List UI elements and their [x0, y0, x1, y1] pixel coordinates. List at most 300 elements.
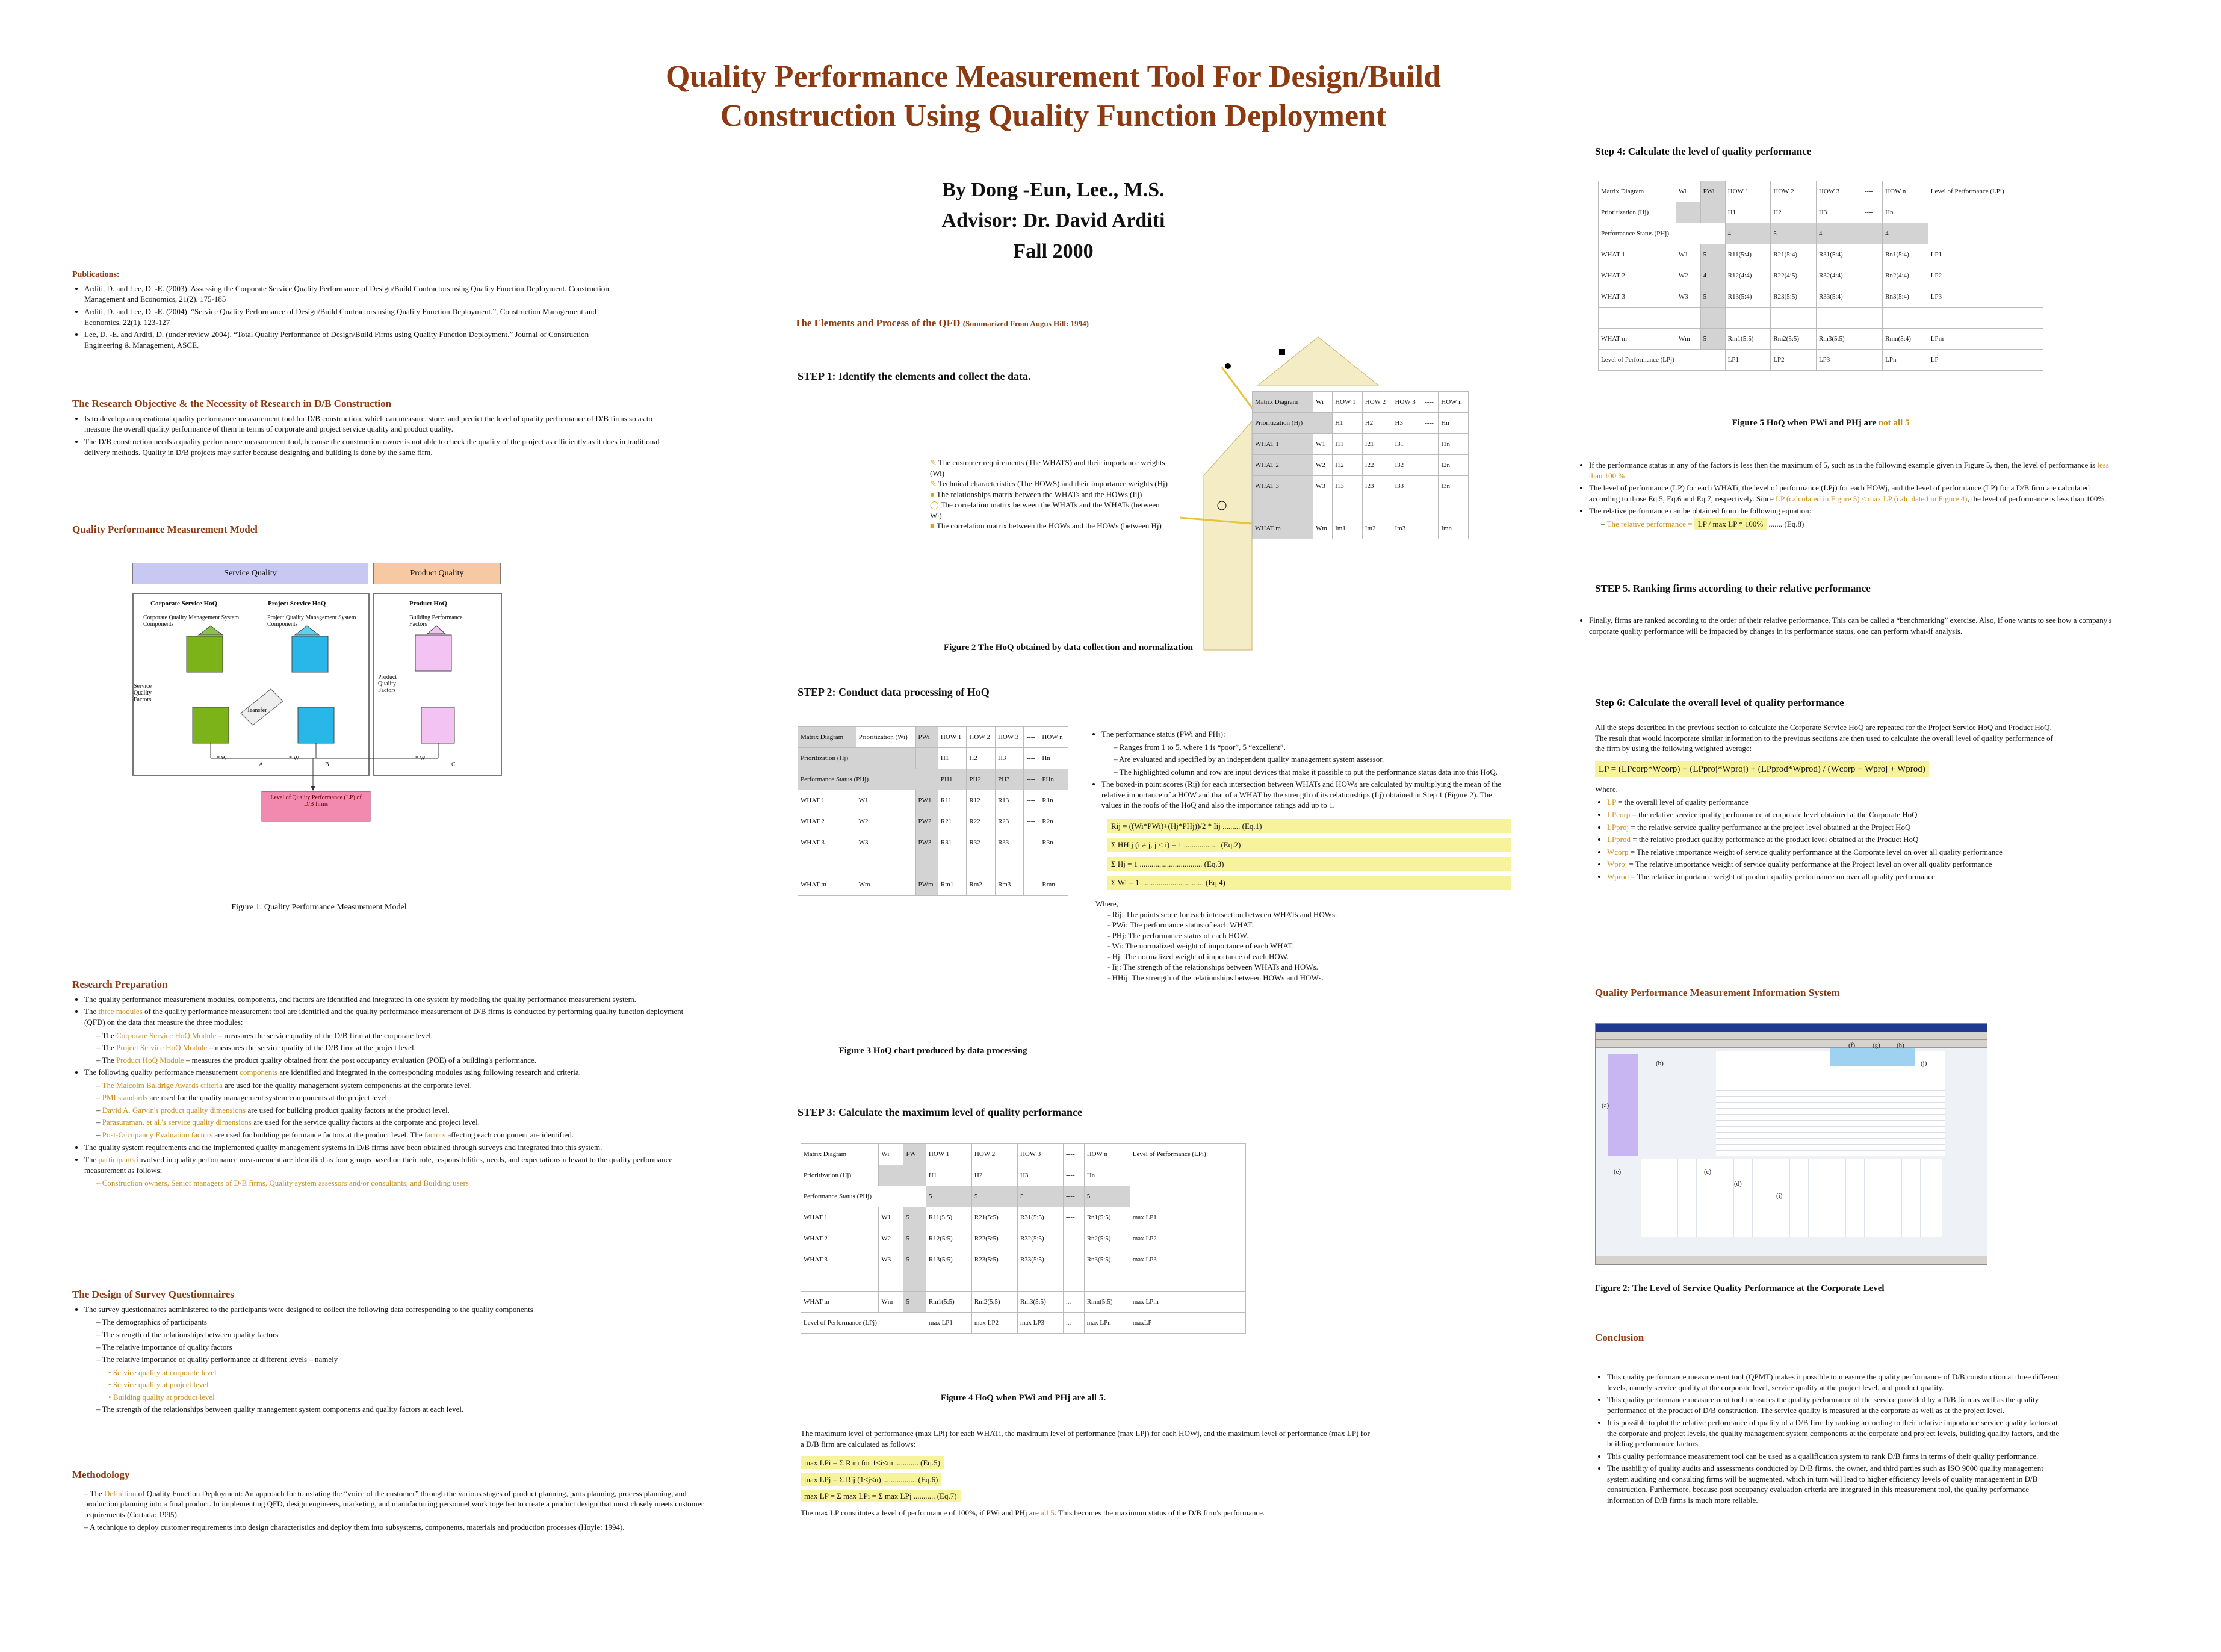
qfd-legend: [930, 457, 1171, 531]
eq7-text: max LP = Σ max LPi = Σ max LPj ........... (Eq.7): [801, 1490, 961, 1502]
eq6: [801, 1474, 1372, 1485]
figure2-caption: Figure 2 The HoQ obtained by data collection and normalization: [943, 643, 1194, 652]
survey-level-text: Service quality at corporate level: [113, 1367, 217, 1377]
cell: Hn: [1039, 748, 1068, 769]
publication-item: • Lee, D. -E. and Arditi, D. (under review 2004). “Total Quality Performance of Design/Build Firms using Quality Function Deployment.” Journal of Construction Engineering & Management, ASCE.: [84, 329, 614, 350]
step6-heading: Step 6: Calculate the overall level of quality performance: [1595, 697, 1844, 708]
prep-text: The: [84, 1007, 97, 1016]
cell: [1130, 1270, 1245, 1292]
prep-highlight: components: [240, 1068, 277, 1077]
survey-intro: [84, 1304, 704, 1415]
criteria-item: – PMI standards are used for the quality management system components at the project level.: [96, 1093, 389, 1103]
product-factors-label: Product Quality Factors: [378, 674, 397, 694]
publication-item: • Arditi, D. and Lee, D. -E. (2003). Assessing the Corporate Service Quality Performance of Design/Build Contractors using Quality Function Deployment. Construction Management and Economics, 21(2). 175-185: [84, 283, 614, 305]
cell: [1362, 497, 1392, 518]
cell: ----: [1063, 1144, 1084, 1165]
research-objective: [72, 397, 674, 459]
research-objective-heading: The Research Objective & the Necessity of Research in D/B Construction: [72, 398, 392, 409]
prep-text: The following quality performance measurement: [84, 1068, 238, 1077]
module-item: – The Product HoQ Module – measures the product quality obtained from the post occupancy evaluation (POE) of a building's performance.: [96, 1055, 537, 1065]
callout-a: (a): [1602, 1102, 1609, 1109]
callout-h: (h): [1897, 1042, 1904, 1049]
step6-definitions: [1595, 797, 2065, 882]
prep-text: involved in quality performance measurement are identified as four groups based on their role, responsibilities, needs, and expectations relevant to the quality performance measurement as follows;: [84, 1155, 673, 1175]
whats-icon: ✎: [930, 458, 937, 467]
module-name: Project Service HoQ Module: [116, 1043, 208, 1053]
survey-item: – The demographics of participants: [96, 1317, 207, 1327]
correlation-square-icon: ■: [930, 521, 935, 531]
cell: I13: [1333, 476, 1363, 497]
survey-item: – The strength of the relationships between quality factors: [96, 1330, 279, 1340]
cell: Rn3(5:5): [1084, 1249, 1130, 1270]
note-sub-text: Ranges from 1 to 5, where 1 is “poor”, 5 “excellent”.: [1119, 742, 1286, 752]
cell: 5: [971, 1186, 1017, 1207]
cell: Im2: [1362, 518, 1392, 539]
cell: Performance Status (PHj): [798, 769, 938, 790]
cell: ----: [1024, 748, 1039, 769]
product-hoq-label: Product HoQ: [409, 600, 448, 607]
step4-item: [1589, 506, 2119, 529]
cell: [1422, 434, 1439, 455]
maxlp-block: [801, 1428, 1372, 1518]
building-factors-label: Building Performance Factors: [409, 614, 463, 628]
callout-f: (f): [1848, 1042, 1855, 1049]
fig4-table: [801, 1143, 1246, 1334]
criteria-item: – The Malcolm Baldrige Awards criteria are used for the quality management system components at the corporate level.: [96, 1080, 472, 1090]
cell: R11(5:4): [1725, 244, 1771, 265]
cell: H3: [995, 748, 1024, 769]
prep-text: The: [84, 1155, 97, 1165]
step4-highlight: LP (calculated in Figure 5) ≤ max LP (calculated in Figure 4): [1776, 493, 1968, 503]
step5-text: • Finally, firms are ranked according to the order of their relative performance. This can be called a “benchmarking” exercise. Also, if one wants to see how a company's corporate quality performance will be impacted by changes in its performance status, one can perform what-if analysis.: [1589, 615, 2119, 636]
cell: 5: [1771, 223, 1817, 244]
legend-text: Technical characteristics (The HOWS) and their importance weights (Hj): [938, 479, 1168, 489]
def-symbol: Wproj: [1607, 859, 1628, 869]
cell: [1883, 308, 1928, 329]
cell: HOW 1: [1333, 392, 1363, 413]
criteria-desc: affecting each component are identified.: [447, 1130, 574, 1139]
cell: H3: [1017, 1165, 1063, 1186]
step4-text: If the performance status in any of the factors is less then the maximum of 5, such as in the following example given in Figure 5, then, the level of performance is: [1589, 460, 2096, 469]
advisor-name: Advisor: Dr. David Arditi: [941, 209, 1165, 232]
cell: Level of Performance (LPj): [1599, 350, 1726, 371]
step4-text: , the level of performance is less than 100%.: [1967, 493, 2107, 503]
eq6-text: max LPj = Σ Rij (1≤j≤n) ................. (Eq.6): [801, 1473, 941, 1486]
maxlp-equations: [801, 1458, 1372, 1502]
weight-label-c: * W: [415, 755, 426, 762]
cell: Rm2(5:5): [971, 1292, 1017, 1313]
prep-item: • The quality performance measurement modules, components, and factors are identified and integrated in one system by modeling the quality performance measurement system.: [84, 994, 704, 1005]
cell: [856, 748, 915, 769]
table-row: [801, 1249, 1246, 1270]
table-row: [801, 1292, 1246, 1313]
figure5-caption-highlight: not all 5: [1878, 418, 1910, 428]
sheet-lower-grid: [1641, 1159, 1942, 1237]
cell: WHAT 3: [801, 1249, 879, 1270]
survey-level-text: Service quality at project level: [113, 1380, 209, 1390]
survey-level: • Service quality at corporate level: [108, 1367, 217, 1377]
cell: [1063, 1270, 1084, 1292]
cell: max LP3: [1130, 1249, 1245, 1270]
definition: [1607, 871, 2065, 882]
cell: [1928, 202, 2043, 223]
step5-heading: STEP 5. Ranking firms according to their relative performance: [1595, 583, 1871, 594]
cell: ----: [1862, 350, 1883, 371]
table-row: [801, 1228, 1246, 1249]
legend-item: [930, 489, 1171, 500]
module-name: Product HoQ Module: [116, 1055, 184, 1065]
eq8: – The relative performance = LP / max LP * 100% ....... (Eq.8): [1601, 519, 2119, 530]
callout-b: (b): [1656, 1060, 1664, 1067]
cell: PW1: [915, 790, 938, 811]
cell: [1130, 1165, 1245, 1186]
cell: Rn1(5:5): [1084, 1207, 1130, 1228]
cell: [1024, 853, 1039, 874]
sheet-highlight: [1830, 1048, 1915, 1066]
correlation-circle-icon: ◯: [930, 500, 939, 510]
where-label: Where,: [1095, 899, 1118, 909]
cell: LP2: [1928, 265, 2043, 286]
definition: - Wi: The normalized weight of importance of each WHAT.: [1107, 941, 1294, 951]
callout-d: (d): [1734, 1180, 1742, 1187]
node-b: B: [325, 761, 329, 768]
cell: R32: [967, 832, 996, 853]
product-hoq-upper: [415, 635, 451, 671]
table-row: [798, 874, 1068, 896]
survey-level: • Building quality at product level: [108, 1392, 215, 1402]
cell: LP3: [1816, 350, 1862, 371]
cell: W2: [1313, 455, 1333, 476]
cell: H2: [967, 748, 996, 769]
cell: Rn2(5:5): [1084, 1228, 1130, 1249]
cell: WHAT 3: [1253, 476, 1313, 497]
cell: 5: [1700, 286, 1725, 308]
figure5-caption: [1598, 418, 2043, 428]
survey-item: – The relative importance of quality factors: [96, 1342, 232, 1352]
criteria-name: Parasuraman, et al.'s service quality dimensions: [102, 1118, 252, 1127]
cell: Rmn(5:4): [1883, 329, 1928, 350]
participants-text: Construction owners, Senior managers of D/B firms, Quality system assessors and/or consultants, and Building users: [102, 1178, 469, 1188]
criteria-name: The Malcolm Baldrige Awards criteria: [102, 1080, 223, 1090]
cell: 5: [903, 1292, 926, 1313]
def-symbol: Wprod: [1607, 871, 1629, 881]
figure3-caption: Figure 3 HoQ chart produced by data processing: [838, 1046, 1027, 1056]
cell: HOW 1: [926, 1144, 971, 1165]
quality-model-figure: [132, 563, 506, 834]
step3-heading: STEP 3: Calculate the maximum level of quality performance: [798, 1106, 1082, 1118]
note-sub: – The highlighted column and row are input devices that make it possible to put the performance status data into this HoQ.: [1114, 767, 1498, 776]
cell: [1700, 308, 1725, 329]
conclusion-item: • It is possible to plot the relative performance of quality of a D/B firm by ranking according to their relative importance service quality factors at the corporate and project levels, the quality management system components at the corporate and project levels, building quality factors, and the building performance factors.: [1607, 1417, 2065, 1449]
cell: [1862, 308, 1883, 329]
cell: W1: [856, 790, 915, 811]
cell: Hn: [1439, 413, 1469, 434]
cell: ----: [1862, 181, 1883, 202]
cell: Rm1: [938, 874, 967, 896]
eq3: Σ Hj = 1 ................................ (Eq.3): [1107, 857, 1511, 871]
cell: PWi: [1700, 181, 1725, 202]
cell: R12: [967, 790, 996, 811]
node-a: A: [259, 761, 264, 768]
cell: 5: [903, 1207, 926, 1228]
cell: ----: [1422, 413, 1439, 434]
cell: I22: [1362, 455, 1392, 476]
cell: Prioritization (Hj): [801, 1165, 879, 1186]
cell: HOW 2: [967, 727, 996, 748]
module-desc: – measures the product quality obtained from the post occupancy evaluation (POE) of a building's performance.: [185, 1055, 537, 1065]
fig5-table: [1598, 181, 2043, 371]
cell: max LP1: [926, 1313, 971, 1334]
step6-where: Where,: [1595, 784, 1618, 794]
cell: I31: [1392, 434, 1422, 455]
cell: [967, 853, 996, 874]
title-line-1: Quality Performance Measurement Tool For Design/Build: [666, 60, 1441, 94]
table-row: [1253, 518, 1469, 539]
cell: LP: [1928, 350, 2043, 371]
status-bar: [1596, 1256, 1987, 1264]
legend-text: The customer requirements (The WHATS) and their importance weights (Wi): [930, 458, 1165, 478]
table-row: [798, 832, 1068, 853]
spreadsheet-screenshot: [1595, 1023, 1987, 1265]
node-c: C: [451, 761, 456, 768]
cell: 5: [1700, 244, 1725, 265]
cell: LP1: [1928, 244, 2043, 265]
cell: H1: [1725, 202, 1771, 223]
note-text: The performance status (PWi and PHj):: [1101, 729, 1225, 738]
cell: max LPm: [1130, 1292, 1245, 1313]
cell: I3n: [1439, 476, 1469, 497]
cell: R33(5:4): [1816, 286, 1862, 308]
methodology-item: – The Definition of Quality Function Deployment: An approach for translating the “voice of the customer” through the various stages of product planning, parts planning, process planning, and production planning into a final product. In implementing QFD, design engineers, marketing, and manufacturing personnel work together to create a product design that most closely meets customer requirements (Cortada: 1995).: [84, 1488, 704, 1520]
fig3-table: [798, 726, 1068, 896]
definition: - HHij: The strength of the relationships between HOWs and HOWs.: [1107, 973, 1324, 982]
cell: WHAT 2: [801, 1228, 879, 1249]
cell: max LPn: [1084, 1313, 1130, 1334]
cell: ----: [1063, 1249, 1084, 1270]
cell: [926, 1270, 971, 1292]
callout-c: (c): [1704, 1168, 1712, 1175]
cell: WHAT m: [801, 1292, 879, 1313]
maxlp-text: The maximum level of performance (max LPi) for each WHATi, the maximum level of performance (max LPj) for each HOWj, and the maximum level of performance (max LP) for a D/B firm are calculated as follows:: [801, 1429, 1370, 1449]
methodology-text: The: [90, 1488, 102, 1498]
cell: H2: [1362, 413, 1392, 434]
definition: [1607, 809, 2065, 820]
cell: WHAT 1: [798, 790, 856, 811]
cell: ----: [1024, 874, 1039, 896]
cell: [1422, 497, 1439, 518]
definition: [1607, 847, 2065, 858]
cell: R22(4:5): [1771, 265, 1817, 286]
cell: [1700, 202, 1725, 223]
cell: [1599, 308, 1676, 329]
conclusion-item: • The usability of quality audits and assessments conducted by D/B firms, the owner, and third parties such as ISO 9000 quality management system auditing and consulting firms will be augmented, which in turn will lead to higher efficiency levels of quality management in D/B construction. Furthermore, because post occupancy evaluation criteria are integrated in this measurement tool, the quality performance information of D/B firms is much more reliable.: [1607, 1463, 2065, 1505]
cell: [856, 853, 915, 874]
cell: 5: [1084, 1186, 1130, 1207]
note-sub: – Are evaluated and specified by an independent quality management system assessor.: [1114, 755, 1384, 764]
table-row: [1253, 497, 1469, 518]
survey-design: [72, 1288, 704, 1417]
cell: Rn1(5:4): [1883, 244, 1928, 265]
cell: [1771, 308, 1817, 329]
project-hoq-label: Project Service HoQ: [268, 600, 326, 607]
cell: R32(4:4): [1816, 265, 1862, 286]
cell: [1676, 202, 1700, 223]
project-components-label: Project Quality Management System Components: [267, 614, 356, 628]
cell: Matrix Diagram: [798, 727, 856, 748]
legend-text: The relationships matrix between the WHATs and the HOWs (Iij): [936, 489, 1142, 499]
step4-item: [1589, 460, 2119, 481]
cell: H3: [1816, 202, 1862, 223]
sheet-row-headers: [1608, 1054, 1638, 1156]
cell: PHn: [1039, 769, 1068, 790]
cell: Hn: [1883, 202, 1928, 223]
cell: ----: [1063, 1207, 1084, 1228]
cell: Matrix Diagram: [1253, 392, 1313, 413]
cell: H1: [926, 1165, 971, 1186]
cell: HOW 3: [1017, 1144, 1063, 1165]
where-block: [1095, 899, 1511, 983]
cell: [1422, 476, 1439, 497]
note-sub-text: Are evaluated and specified by an independent quality management system assessor.: [1119, 755, 1384, 764]
legend-item: [930, 457, 1171, 478]
cell: Wm: [1313, 518, 1333, 539]
cell: Wm: [856, 874, 915, 896]
step6-equation: LP = (LPcorp*Wcorp) + (LPproj*Wproj) + (LPprod*Wprod) / (Wcorp + Wproj + Wprod): [1595, 761, 1929, 777]
prep-highlight: participants: [98, 1155, 135, 1165]
legend-text: The correlation matrix between the WHATs and the WHATs (between Wi): [930, 500, 1160, 520]
cell: Rm3: [995, 874, 1024, 896]
cell: WHAT 1: [1253, 434, 1313, 455]
definition: - Hj: The normalized weight of importance of each HOW.: [1107, 951, 1289, 961]
module-desc: – measures the service quality of the D/B firm at the project level.: [209, 1043, 416, 1053]
legend-text: The correlation matrix between the HOWs and the HOWs (between Hj): [936, 521, 1162, 531]
product-quality-box: Product Quality: [373, 563, 501, 584]
cell: I23: [1362, 476, 1392, 497]
cell: W2: [1676, 265, 1700, 286]
cell: [1017, 1270, 1063, 1292]
cell: max LP2: [1130, 1228, 1245, 1249]
cell: R31: [938, 832, 967, 853]
cell: ----: [1862, 244, 1883, 265]
cell: maxLP: [1130, 1313, 1245, 1334]
def-text: = The relative importance weight of service quality performance at the Corporate level on over all quality performance: [1630, 847, 2003, 856]
publication-item: • Arditi, D. and Lee, D. -E. (2004). “Service Quality Performance of Design/Build Contractors using Quality Function Deployment.”, Construction Management and Economics, 22(1). 123-127: [84, 306, 614, 327]
correlation-square: [1279, 349, 1285, 355]
cell: I32: [1392, 455, 1422, 476]
criteria-name: PMI standards: [102, 1093, 148, 1103]
cell: [971, 1270, 1017, 1292]
cell: Hn: [1084, 1165, 1130, 1186]
cell: R13: [995, 790, 1024, 811]
research-preparation: [72, 978, 704, 1190]
legend-item: [930, 500, 1171, 521]
product-hoq-roof: [427, 626, 445, 634]
cell: 4: [1700, 265, 1725, 286]
survey-item-text: The relative importance of quality factors: [102, 1342, 232, 1352]
cell: WHAT 2: [798, 811, 856, 832]
methodology: [72, 1468, 704, 1534]
prep-item: [84, 1006, 704, 1065]
definition: - PWi: The performance status of each WHAT.: [1107, 920, 1254, 930]
cell: [915, 853, 938, 874]
cell: 4: [1883, 223, 1928, 244]
methodology-highlight: Definition: [104, 1488, 137, 1498]
cell: LPn: [1883, 350, 1928, 371]
cell: HOW n: [1084, 1144, 1130, 1165]
cell: HOW 1: [938, 727, 967, 748]
output-label: Level of Quality Performance (LP) of D/B firms: [270, 794, 362, 808]
cell: Rmn(5:5): [1084, 1292, 1130, 1313]
cell: R22(5:5): [971, 1228, 1017, 1249]
cell: HOW 1: [1725, 181, 1771, 202]
cell: Level of Performance (LPi): [1928, 181, 2043, 202]
criteria-item: – Parasuraman, et al.'s service quality dimensions are used for the service quality factors at the corporate and project level.: [96, 1118, 480, 1127]
cell: R13(5:5): [926, 1249, 971, 1270]
cell: Prioritization (Hj): [798, 748, 856, 769]
cell: Rm1(5:5): [1725, 329, 1771, 350]
cell: [1084, 1270, 1130, 1292]
cell: [1253, 497, 1313, 518]
cell: Performance Status (PHj): [1599, 223, 1726, 244]
table-row: [798, 790, 1068, 811]
cell: Performance Status (PHj): [801, 1186, 926, 1207]
def-text: = The relative importance weight of product quality performance on over all quality performance: [1631, 871, 1935, 881]
callout-g: (g): [1873, 1042, 1880, 1049]
cell: I11: [1333, 434, 1363, 455]
cell: R23(5:5): [971, 1249, 1017, 1270]
cell: ----: [1862, 202, 1883, 223]
figure1-caption: Figure 1: Quality Performance Measurement Model: [231, 903, 407, 912]
sheet-grid: [1716, 1051, 1945, 1156]
table-row: [1253, 476, 1469, 497]
cell: 5: [903, 1228, 926, 1249]
table-row: [801, 1270, 1246, 1292]
criteria-item: – Post-Occupancy Evaluation factors are used for building performance factors at the product level. The factors affecting each component are identified.: [96, 1130, 574, 1139]
cell: ----: [1862, 265, 1883, 286]
table-row: [1599, 265, 2043, 286]
criteria-desc: are used for the service quality factors at the corporate and project level.: [253, 1118, 480, 1127]
cell: W1: [879, 1207, 903, 1228]
cell: R22: [967, 811, 996, 832]
step4-text: The level of performance (LP) for each WHATi, the level of performance (LPj) for each HOWj, and the level of performance (LP) for a D/B firm are calculated according to those Eq.5, Eq.6 and Eq.7, respectively. Since: [1589, 483, 2090, 503]
cell: I12: [1333, 455, 1363, 476]
eq8-label: The relative performance =: [1606, 519, 1693, 528]
cell: [903, 1270, 926, 1292]
cell: [1392, 497, 1422, 518]
cell: Rm2(5:5): [1771, 329, 1817, 350]
maxlp-note-text: The max LP constitutes a level of performance of 100%, if PWi and PHj are: [801, 1508, 1039, 1517]
conclusion-heading: Conclusion: [1595, 1332, 1644, 1343]
cell: Prioritization (Hj): [1599, 202, 1676, 223]
criteria-desc: are used for building performance factors at the product level. The: [214, 1130, 423, 1139]
note-sub: – Ranges from 1 to 5, where 1 is “poor”, 5 “excellent”.: [1114, 742, 1286, 752]
survey-item: – The strength of the relationships between quality management system components and quality factors at each level.: [96, 1405, 464, 1414]
cell: Level of Performance (LPi): [1130, 1144, 1245, 1165]
corporate-hoq-upper: [187, 636, 223, 672]
criteria-item: – David A. Garvin's product quality dimensions are used for building product quality factors at the product level.: [96, 1105, 450, 1115]
table-row: [1599, 329, 2043, 350]
objective-item: • The D/B construction needs a quality performance measurement tool, because the construction owner is not able to check the quality of the project as efficiently as it does in traditional delivery methods. Quality in D/B projects may suffer because designing and building is done by the same firm.: [84, 436, 674, 457]
criteria-desc: are used for the quality management system components at the corporate level.: [225, 1080, 472, 1090]
cell: Wi: [1676, 181, 1700, 202]
cell: ----: [1862, 223, 1883, 244]
author-name: By Dong -Eun, Lee., M.S.: [942, 179, 1165, 201]
project-hoq-lower: [298, 707, 334, 743]
cell: [1439, 497, 1469, 518]
cell: H2: [971, 1165, 1017, 1186]
maxlp-note-highlight: all 5: [1041, 1508, 1055, 1517]
prep-highlight: three modules: [98, 1007, 143, 1016]
